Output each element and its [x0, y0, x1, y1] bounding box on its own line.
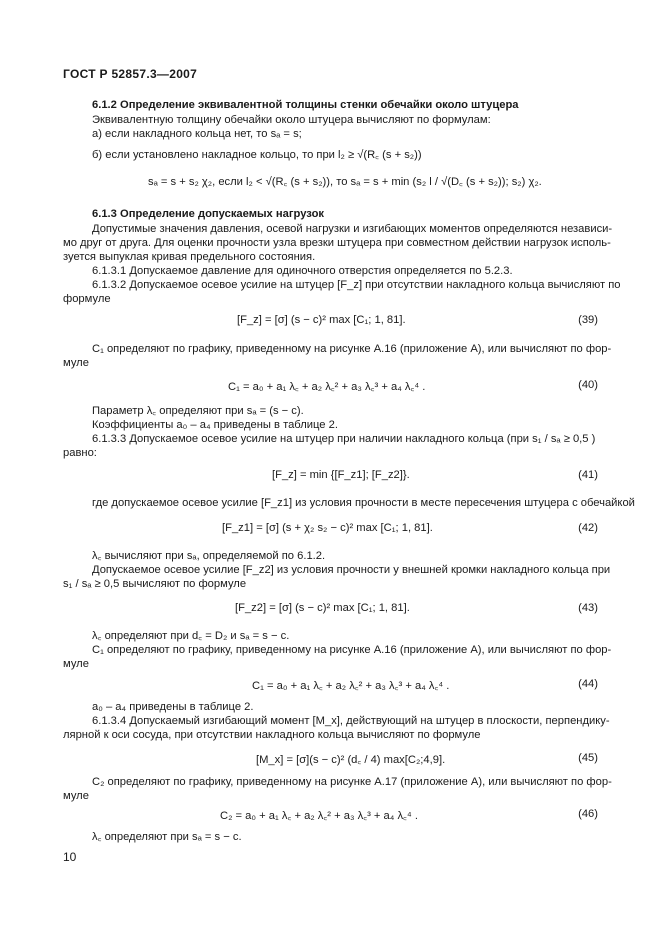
text-line: C₂ определяют по графику, приведенному на рисунке А.17 (приложение А), или вычисляют по фор- — [92, 776, 612, 788]
section-title-6-1-3: 6.1.3 Определение допускаемых нагрузок — [92, 208, 325, 220]
text-line: C₁ определяют по графику, приведенному на рисунке А.16 (приложение А), или вычисляют по фор- — [92, 644, 612, 656]
formula-46: C₂ = a₀ + a₁ λ꜀ + a₂ λ꜀² + a₃ λ꜀³ + a₄ λ꜀⁴ . — [220, 810, 418, 822]
text-line: лярной к оси сосуда, при отсутствии накладного кольца вычисляют по формуле — [63, 729, 481, 741]
formula-45: [M_x] = [σ](s − c)² (d꜀ / 4) max[C₂;4,9]. — [256, 754, 446, 766]
text-line: мо друг от друга. Для оценки прочности узла врезки штуцера при совместном действии нагрузок исполь- — [63, 237, 611, 249]
text-line: s₁ / sₐ ≥ 0,5 вычисляют по формуле — [63, 578, 247, 590]
formula-41: [F_z] = min {[F_z1]; [F_z2]}. — [272, 469, 410, 481]
text-line: равно: — [63, 447, 97, 459]
equation-number: (42) — [578, 522, 598, 534]
equation-number: (39) — [578, 314, 598, 326]
formula-sa: sₐ = s + s₂ χ₂, если l₂ < √(R꜀ (s + s₂)), то sₐ = s + min (s₂ l / √(D꜀ (s + s₂)); s₂) χ₂. — [148, 176, 542, 188]
equation-number: (41) — [578, 469, 598, 481]
formula-44: C₁ = a₀ + a₁ λ꜀ + a₂ λ꜀² + a₃ λ꜀³ + a₄ λ꜀⁴ . — [252, 680, 450, 692]
text-line: а) если накладного кольца нет, то sₐ = s; — [92, 128, 302, 140]
text-line: Коэффициенты a₀ – a₄ приведены в таблице 2. — [92, 419, 338, 431]
text-line: Эквивалентную толщину обечайки около штуцера вычисляют по формулам: — [92, 114, 491, 126]
text-line: 6.1.3.2 Допускаемое осевое усилие на штуцер [F_z] при отсутствии накладного кольца вычисляют по — [92, 279, 621, 291]
section-title-6-1-2: 6.1.2 Определение эквивалентной толщины стенки обечайки около штуцера — [92, 99, 519, 111]
text-line: б) если установлено накладное кольцо, то при l₂ ≥ √(R꜀ (s + s₂)) — [92, 149, 422, 161]
text-line: муле — [63, 357, 89, 369]
equation-number: (40) — [578, 379, 598, 391]
text-line: 6.1.3.4 Допускаемый изгибающий момент [M_x], действующий на штуцер в плоскости, перпендику- — [92, 715, 610, 727]
text-line: муле — [63, 658, 89, 670]
text-line: муле — [63, 790, 89, 802]
text-line: зуется выпуклая кривая предельного состояния. — [63, 251, 316, 263]
text-line: 6.1.3.1 Допускаемое давление для одиночного отверстия определяется по 5.2.3. — [92, 265, 513, 277]
equation-number: (46) — [578, 808, 598, 820]
equation-number: (43) — [578, 602, 598, 614]
text-line: a₀ – a₄ приведены в таблице 2. — [92, 701, 254, 713]
equation-number: (44) — [578, 678, 598, 690]
text-line: C₁ определяют по графику, приведенному на рисунке А.16 (приложение А), или вычисляют по фор- — [92, 343, 612, 355]
text-line: Параметр λ꜀ определяют при sₐ = (s − c). — [92, 405, 304, 417]
equation-number: (45) — [578, 752, 598, 764]
page-number: 10 — [63, 850, 77, 864]
text-line: λ꜀ определяют при d꜀ = D₂ и sₐ = s − c. — [92, 630, 290, 642]
text-line: 6.1.3.3 Допускаемое осевое усилие на штуцер при наличии накладного кольца (при s₁ / sₐ ≥ 0,5 ) — [92, 433, 596, 445]
text-line: λ꜀ вычисляют при sₐ, определяемой по 6.1.2. — [92, 550, 326, 562]
document-header: ГОСТ Р 52857.3—2007 — [63, 67, 198, 81]
formula-39: [F_z] = [σ] (s − c)² max [C₁; 1, 81]. — [237, 314, 406, 326]
text-line: формуле — [63, 293, 111, 305]
text-line: где допускаемое осевое усилие [F_z1] из условия прочности в месте пересечения штуцера с обечайкой — [92, 497, 635, 509]
text-line: Допустимые значения давления, осевой нагрузки и изгибающих моментов определяются независи- — [92, 223, 613, 235]
text-line: Допускаемое осевое усилие [F_z2] из условия прочности у внешней кромки накладного кольца при — [92, 564, 611, 576]
formula-40: C₁ = a₀ + a₁ λ꜀ + a₂ λ꜀² + a₃ λ꜀³ + a₄ λ꜀⁴ . — [228, 381, 426, 393]
formula-42: [F_z1] = [σ] (s + χ₂ s₂ − c)² max [C₁; 1, 81]. — [222, 522, 433, 534]
formula-43: [F_z2] = [σ] (s − c)² max [C₁; 1, 81]. — [235, 602, 410, 614]
text-line: λ꜀ определяют при sₐ = s − c. — [92, 831, 242, 843]
